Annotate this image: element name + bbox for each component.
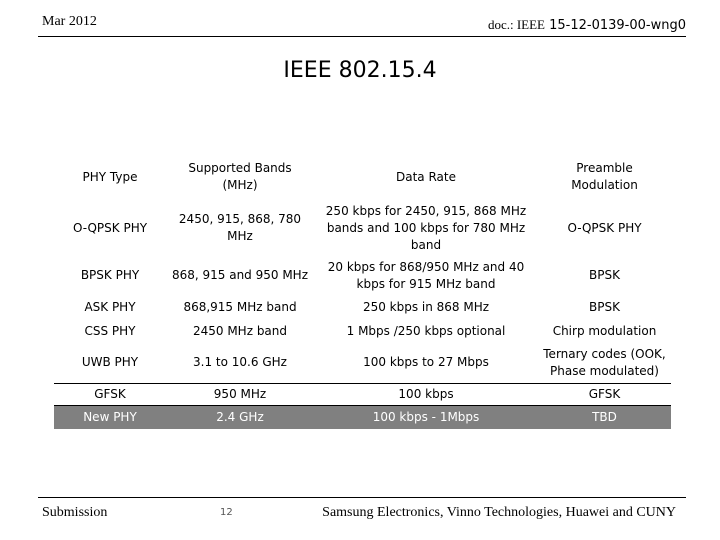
doc-prefix: doc.: IEEE bbox=[487, 17, 545, 32]
table-cell: BPSK bbox=[589, 299, 620, 314]
table-header-row bbox=[54, 154, 671, 200]
column-header: Data Rate bbox=[396, 169, 456, 184]
slide-title: IEEE 802.15.4 bbox=[283, 58, 437, 83]
table-cell: 2.4 GHz bbox=[166, 405, 314, 429]
column-header: Preamble Modulation bbox=[571, 161, 638, 192]
table-row bbox=[54, 295, 671, 319]
table-cell: BPSK bbox=[589, 268, 620, 282]
table-row bbox=[54, 256, 671, 295]
table-cell: 250 kbps for 2450, 915, 868 MHz bands and 100 kbps for 780 MHz band bbox=[325, 203, 527, 252]
table-cell: 100 kbps - 1Mbps bbox=[314, 405, 538, 429]
table-cell: 100 kbps to 27 Mbps bbox=[363, 355, 489, 370]
footer-submission: Submission bbox=[42, 505, 108, 520]
table-cell: O-QPSK PHY bbox=[567, 220, 642, 235]
table-cell: 20 kbps for 868/950 MHz and 40 kbps for 915 MHz band bbox=[327, 259, 525, 291]
table-cell: ASK PHY bbox=[84, 299, 136, 314]
header-date: Mar 2012 bbox=[42, 14, 97, 29]
column-header: Supported Bands (MHz) bbox=[188, 161, 292, 192]
table-cell: Ternary codes (OOK, Phase modulated) bbox=[543, 346, 666, 378]
table-row bbox=[54, 343, 671, 383]
table-cell: Chirp modulation bbox=[552, 323, 657, 338]
table-cell: 100 kbps bbox=[314, 383, 538, 405]
table-cell: CSS PHY bbox=[84, 323, 136, 338]
table-cell: BPSK PHY bbox=[80, 268, 140, 282]
table-row bbox=[54, 383, 671, 405]
table-cell: 1 Mbps /250 kbps optional bbox=[346, 323, 506, 338]
phy-table bbox=[54, 154, 671, 429]
footer-divider bbox=[38, 497, 686, 498]
table-cell: 250 kbps in 868 MHz bbox=[362, 299, 490, 314]
table-cell: New PHY bbox=[54, 405, 166, 429]
header-doc-id bbox=[488, 17, 686, 33]
table-cell: O-QPSK PHY bbox=[72, 220, 148, 235]
table-row bbox=[54, 319, 671, 343]
table-row bbox=[54, 200, 671, 256]
table-cell: GFSK bbox=[538, 383, 671, 405]
table-cell: 950 MHz bbox=[166, 383, 314, 405]
table-cell: 2450 MHz band bbox=[192, 323, 288, 338]
table-cell: 2450, 915, 868, 780 MHz bbox=[178, 212, 302, 243]
doc-number: 15-12-0139-00-wng0 bbox=[549, 18, 686, 33]
table-row-highlighted bbox=[54, 405, 671, 429]
table-cell: TBD bbox=[538, 405, 671, 429]
table-cell: GFSK bbox=[54, 383, 166, 405]
footer-authors: Samsung Electronics, Vinno Technologies, Huawei and CUNY bbox=[322, 505, 676, 520]
header-divider bbox=[38, 36, 686, 37]
column-header: PHY Type bbox=[82, 169, 138, 184]
page-number: 12 bbox=[220, 507, 233, 518]
table-cell: 868,915 MHz band bbox=[183, 299, 297, 314]
table-cell: 3.1 to 10.6 GHz bbox=[193, 355, 287, 370]
table-cell: UWB PHY bbox=[81, 355, 139, 370]
table-cell: 868, 915 and 950 MHz bbox=[171, 268, 309, 282]
